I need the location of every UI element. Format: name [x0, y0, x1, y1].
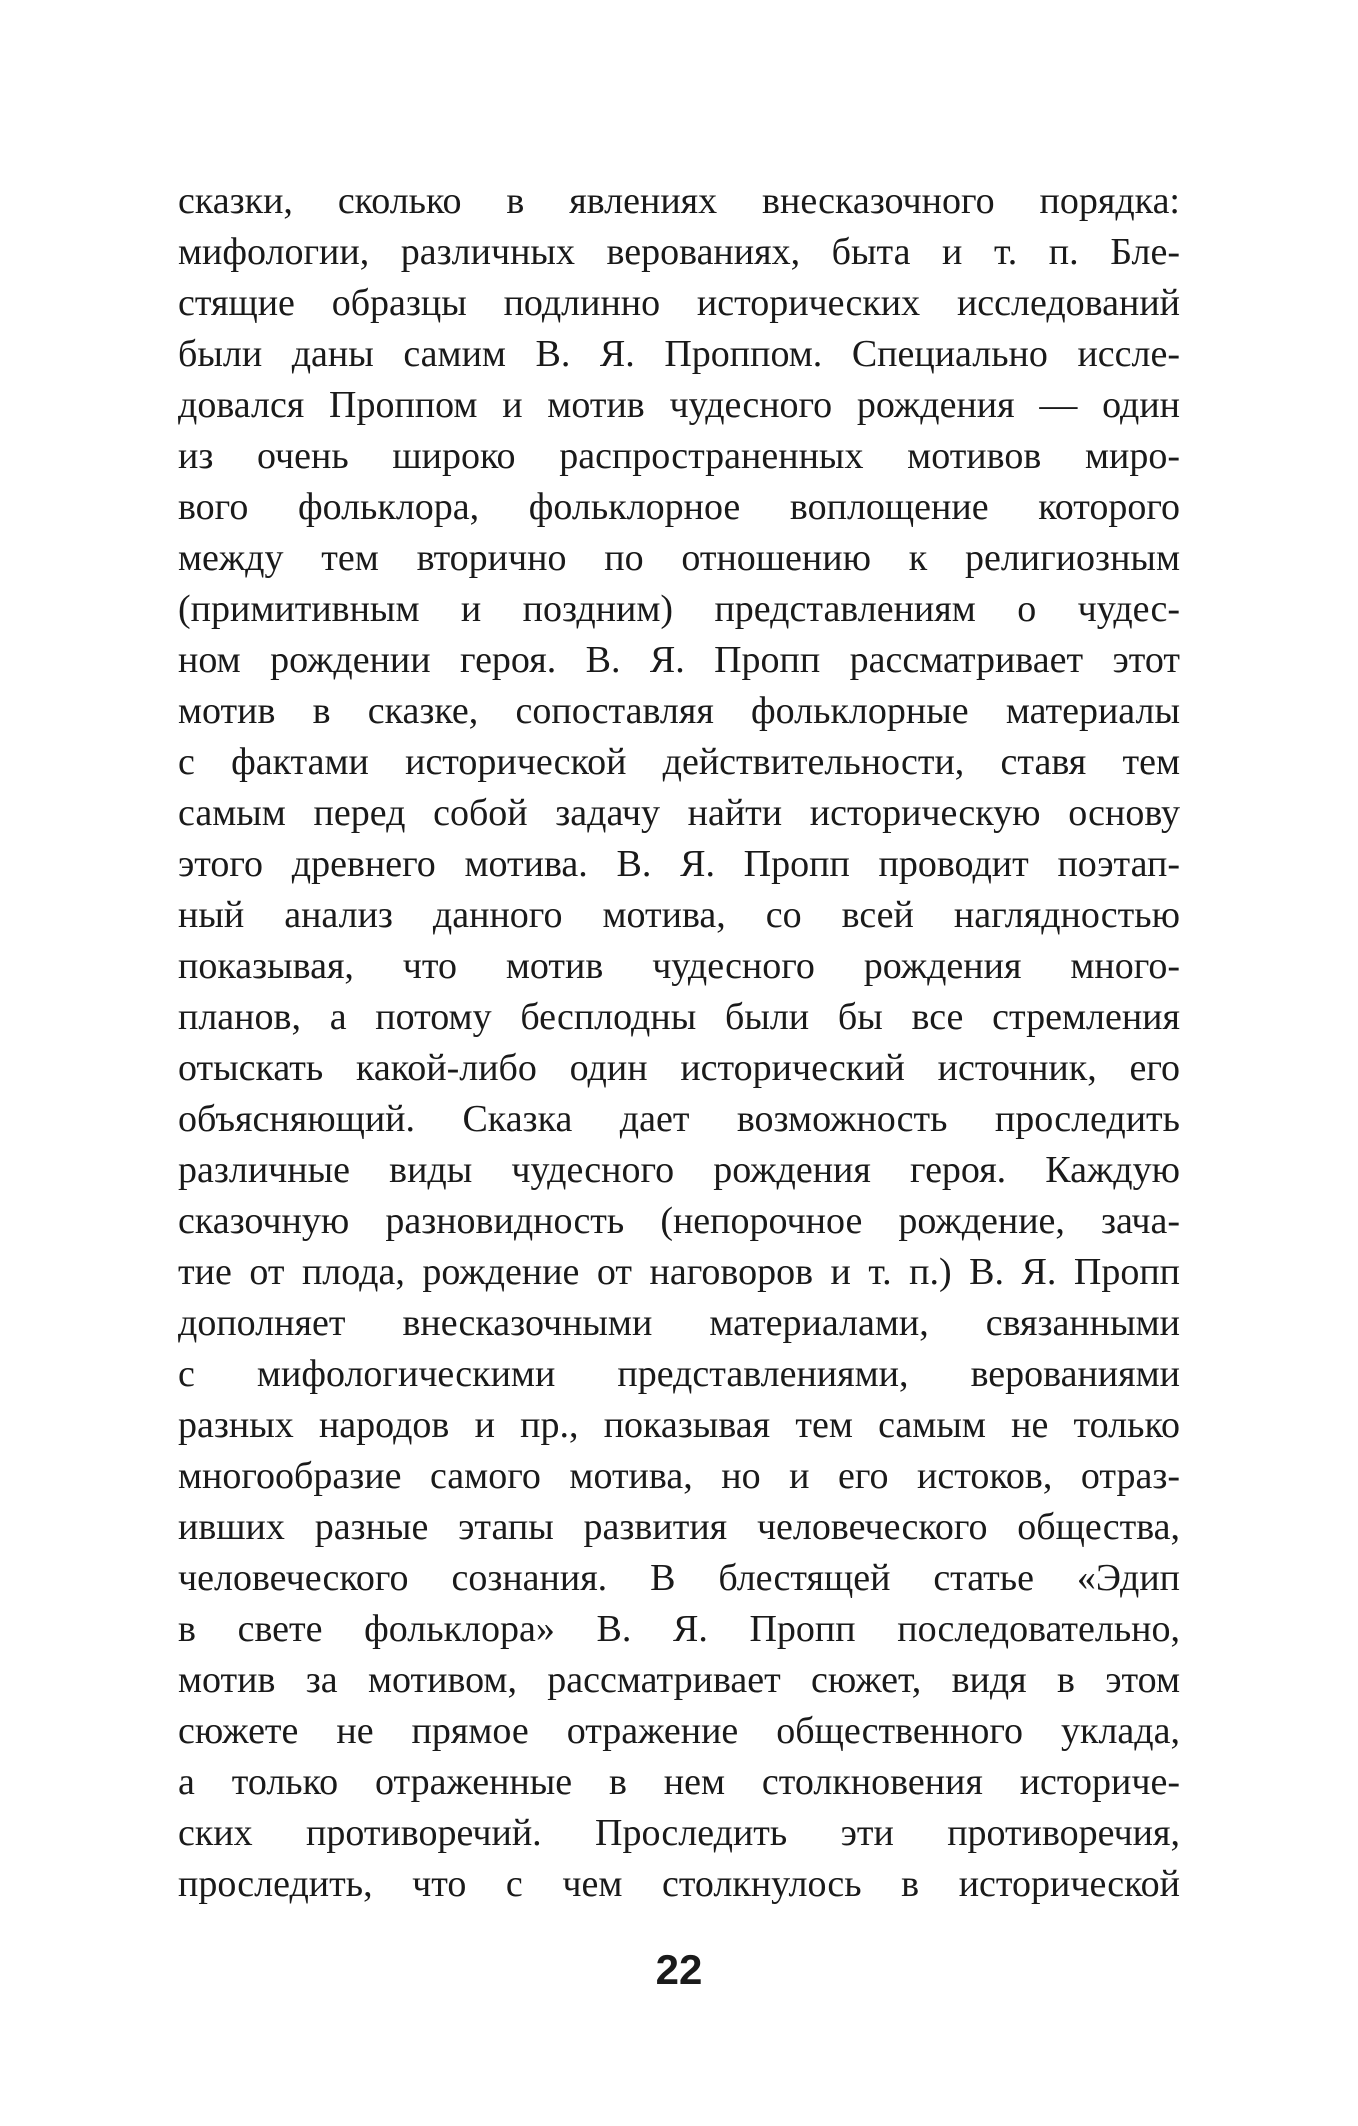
text-line-8: между тем вторично по отношению к религиозным [178, 537, 1180, 579]
text-line-18: отыскать какой-либо один исторический источник, его [178, 1047, 1180, 1089]
text-line-9: (примитивным и поздним) представлениям о чудес- [178, 588, 1180, 630]
text-line-34: проследить, что с чем столкнулось в исторической [178, 1863, 1180, 1905]
text-line-2: мифологии, различных верованиях, быта и т. п. Бле- [178, 231, 1180, 273]
text-line-1: сказки, сколько в явлениях внесказочного порядка: [178, 180, 1180, 222]
text-line-19: объясняющий. Сказка дает возможность проследить [178, 1098, 1180, 1140]
text-line-15: ный анализ данного мотива, со всей наглядностью [178, 894, 1180, 936]
text-line-4: были даны самим В. Я. Проппом. Специально иссле- [178, 333, 1180, 375]
text-line-7: вого фольклора, фольклорное воплощение которого [178, 486, 1180, 528]
body-text [178, 176, 1180, 1910]
text-line-6: из очень широко распространенных мотивов миро- [178, 435, 1180, 477]
text-line-32: а только отраженные в нем столкновения историче- [178, 1761, 1180, 1803]
text-line-13: самым перед собой задачу найти историческую основу [178, 792, 1180, 834]
text-line-23: дополняет внесказочными материалами, связанными [178, 1302, 1180, 1344]
text-line-29: в свете фольклора» В. Я. Пропп последовательно, [178, 1608, 1180, 1650]
text-line-3: стящие образцы подлинно исторических исследований [178, 282, 1180, 324]
text-line-25: разных народов и пр., показывая тем самым не только [178, 1404, 1180, 1446]
text-line-16: показывая, что мотив чудесного рождения много- [178, 945, 1180, 987]
text-line-26: многообразие самого мотива, но и его истоков, отраз- [178, 1455, 1180, 1497]
text-line-33: ских противоречий. Проследить эти противоречия, [178, 1812, 1180, 1854]
text-line-30: мотив за мотивом, рассматривает сюжет, видя в этом [178, 1659, 1180, 1701]
text-line-14: этого древнего мотива. В. Я. Пропп проводит поэтап- [178, 843, 1180, 885]
page-number: 22 [655, 1946, 703, 1993]
text-line-5: довался Проппом и мотив чудесного рождения — один [178, 384, 1180, 426]
text-line-10: ном рождении героя. В. Я. Пропп рассматривает этот [178, 639, 1180, 681]
text-line-21: сказочную разновидность (непорочное рождение, зача- [178, 1200, 1180, 1242]
text-line-11: мотив в сказке, сопоставляя фольклорные материалы [178, 690, 1180, 732]
text-line-22: тие от плода, рождение от наговоров и т. п.) В. Я. Пропп [178, 1251, 1180, 1293]
text-line-17: планов, а потому бесплодны были бы все стремления [178, 996, 1180, 1038]
text-line-24: с мифологическими представлениями, верованиями [178, 1353, 1180, 1395]
text-line-20: различные виды чудесного рождения героя. Каждую [178, 1149, 1180, 1191]
text-line-31: сюжете не прямое отражение общественного уклада, [178, 1710, 1180, 1752]
text-line-28: человеческого сознания. В блестящей статье «Эдип [178, 1557, 1180, 1599]
text-line-12: с фактами исторической действительности, ставя тем [178, 741, 1180, 783]
text-line-27: ивших разные этапы развития человеческого общества, [178, 1506, 1180, 1548]
